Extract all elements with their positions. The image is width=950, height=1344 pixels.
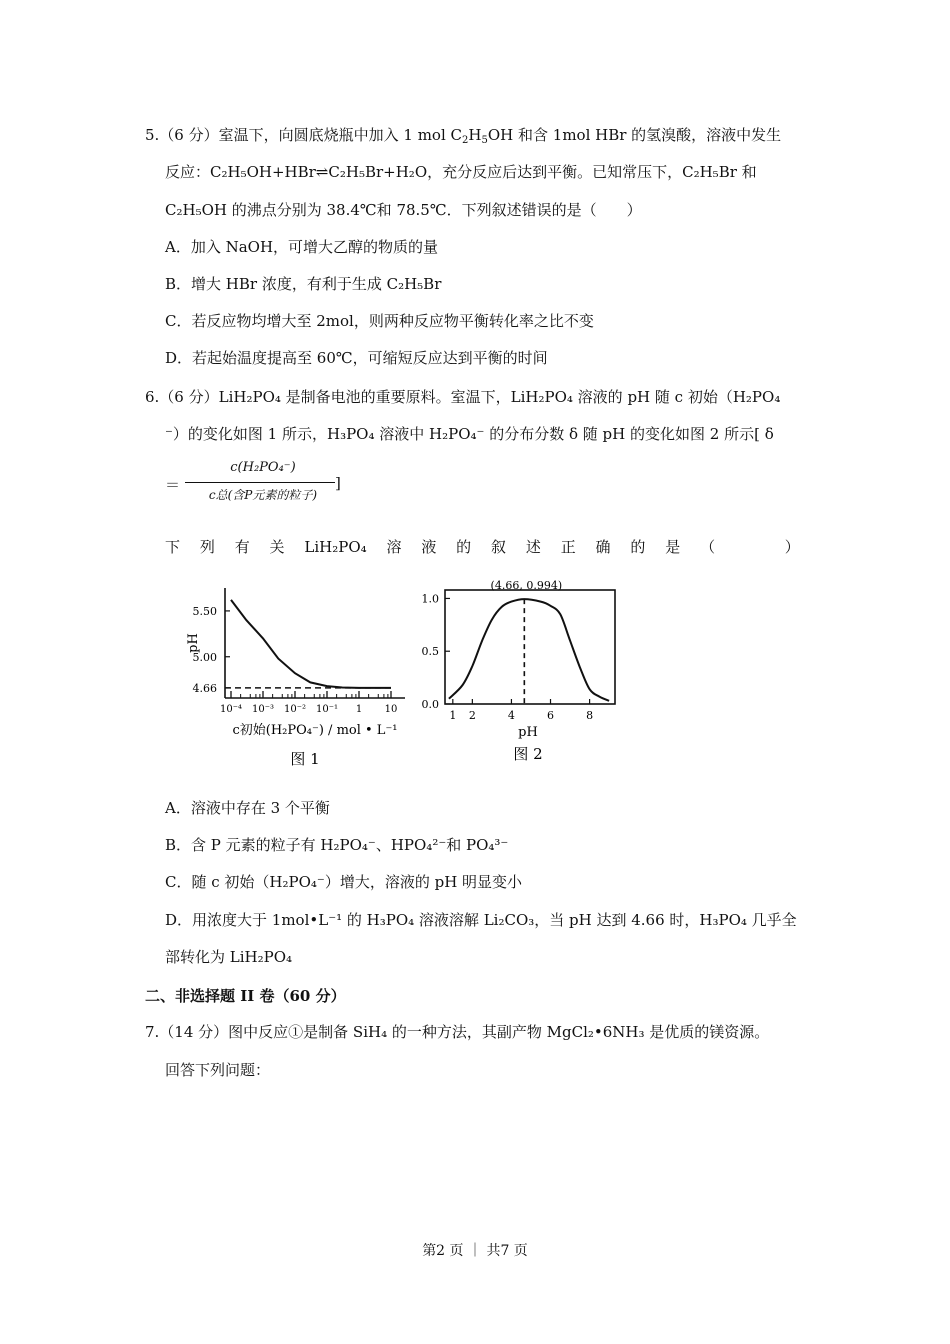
equals-sign: ＝	[165, 476, 181, 494]
y-tick-label: 5.50	[192, 604, 217, 618]
figure-1	[185, 578, 415, 783]
close-bracket: ]	[335, 474, 341, 492]
stem-word: 下	[165, 538, 181, 556]
x-tick-label: 4	[507, 709, 515, 722]
y-tick-label: 0.0	[421, 698, 439, 711]
stem-word: ）	[784, 538, 800, 556]
q5-line2: 反应：C₂H₅OH+HBr⇌C₂H₅Br+H₂O，充分反应后达到平衡。已知常压下，C₂H₅Br 和	[165, 163, 757, 181]
stem-word: LiH₂PO₄	[304, 538, 367, 556]
page-footer: 第2 页 ｜ 共7 页	[422, 1243, 528, 1259]
stem-word: 确	[595, 538, 611, 556]
x-axis-label: pH	[518, 725, 538, 740]
q7-line1: 7.（14 分）图中反应①是制备 SiH₄ 的一种方法，其副产物 MgCl₂•6NH₃ 是优质的镁资源。	[145, 1023, 770, 1041]
stem-word: 有	[234, 538, 250, 556]
stem-word: 叙	[491, 538, 507, 556]
x-tick-label: 1	[355, 704, 363, 715]
delta-fraction	[165, 460, 345, 510]
fraction-denominator: c总(含P元素的粒子)	[208, 488, 318, 502]
x-tick-label: 10⁻⁴	[219, 704, 243, 715]
y-tick-label: 1.0	[421, 592, 439, 606]
x-axis-label: c初始(H₂PO₄⁻) / mol • L⁻¹	[232, 723, 398, 738]
figure-caption: 图 1	[290, 750, 320, 768]
stem-word: 正	[560, 538, 576, 556]
stem-word: 的	[630, 538, 646, 556]
q6-line2: ⁻）的变化如图 1 所示，H₃PO₄ 溶液中 H₂PO₄⁻ 的分布分数 δ 随 pH 的变化如图 2 所示[ δ	[165, 425, 774, 443]
q6-option-d-line2: 部转化为 LiH₂PO₄	[165, 948, 293, 966]
q6-stem	[165, 537, 800, 557]
y-tick-label: 4.66	[192, 681, 217, 695]
q5-line3: C₂H₅OH 的沸点分别为 38.4℃和 78.5℃．下列叙述错误的是（ ）	[165, 201, 642, 219]
x-tick-label: 10⁻³	[251, 704, 275, 715]
stem-word: （	[700, 538, 716, 556]
q5-line1: 5.（6 分）室温下，向圆底烧瓶中加入 1 mol $C_2H_5OH$ 和含 1mol HBr 的氢溴酸，溶液中发生	[145, 126, 782, 146]
series-line	[449, 599, 609, 701]
peak-annotation: (4.66, 0.994)	[490, 579, 563, 592]
plot-frame	[445, 590, 615, 704]
stem-word: 述	[525, 538, 541, 556]
stem-word: 溶	[386, 538, 402, 556]
x-tick-label: 2	[468, 709, 476, 722]
y-axis-label: pH	[186, 633, 201, 653]
q5-option-b: B．增大 HBr 浓度，有利于生成 C₂H₅Br	[165, 275, 442, 293]
q6-option-b: B．含 P 元素的粒子有 H₂PO₄⁻、HPO₄²⁻和 PO₄³⁻	[165, 836, 509, 854]
q7-line2: 回答下列问题：	[165, 1061, 271, 1079]
stem-word: 液	[421, 538, 437, 556]
q5-option-a: A．加入 NaOH，可增大乙醇的物质的量	[165, 238, 439, 256]
q6-option-d-line1: D．用浓度大于 1mol•L⁻¹ 的 H₃PO₄ 溶液溶解 Li₂CO₃，当 pH 达到 4.66 时，H₃PO₄ 几乎全	[165, 911, 797, 929]
stem-word: 列	[199, 538, 215, 556]
stem-word: 的	[456, 538, 472, 556]
q6-option-c: C．随 c 初始（H₂PO₄⁻）增大，溶液的 pH 明显变小	[165, 873, 523, 891]
stem-word: 是	[665, 538, 681, 556]
stem-word	[735, 537, 765, 557]
x-tick-label: 8	[586, 709, 594, 722]
x-tick-label: 6	[547, 709, 555, 722]
x-tick-label: 10⁻¹	[315, 704, 339, 715]
x-tick-label: 1	[449, 709, 457, 722]
x-tick-label: 10⁻²	[283, 704, 307, 715]
q5-option-c: C．若反应物均增大至 2mol，则两种反应物平衡转化率之比不变	[165, 312, 594, 330]
q6-option-a: A．溶液中存在 3 个平衡	[165, 799, 330, 817]
q5-option-d: D．若起始温度提高至 60℃，可缩短反应达到平衡的时间	[165, 349, 548, 367]
figure-caption: 图 2	[513, 745, 543, 763]
fraction-bar	[185, 482, 335, 483]
q6-line1: 6.（6 分）LiH₂PO₄ 是制备电池的重要原料。室温下，LiH₂PO₄ 溶液的 pH 随 c 初始（H₂PO₄	[145, 388, 781, 406]
fraction-numerator: c(H₂PO₄⁻)	[230, 460, 296, 475]
section-heading: 二、非选择题 II 卷（60 分）	[145, 987, 346, 1005]
figure-2	[415, 578, 635, 783]
y-tick-label: 5.00	[192, 650, 217, 664]
stem-word: 关	[269, 538, 285, 556]
series-line	[231, 600, 391, 688]
y-tick-label: 0.5	[421, 645, 439, 659]
x-tick-label: 10	[384, 704, 398, 715]
